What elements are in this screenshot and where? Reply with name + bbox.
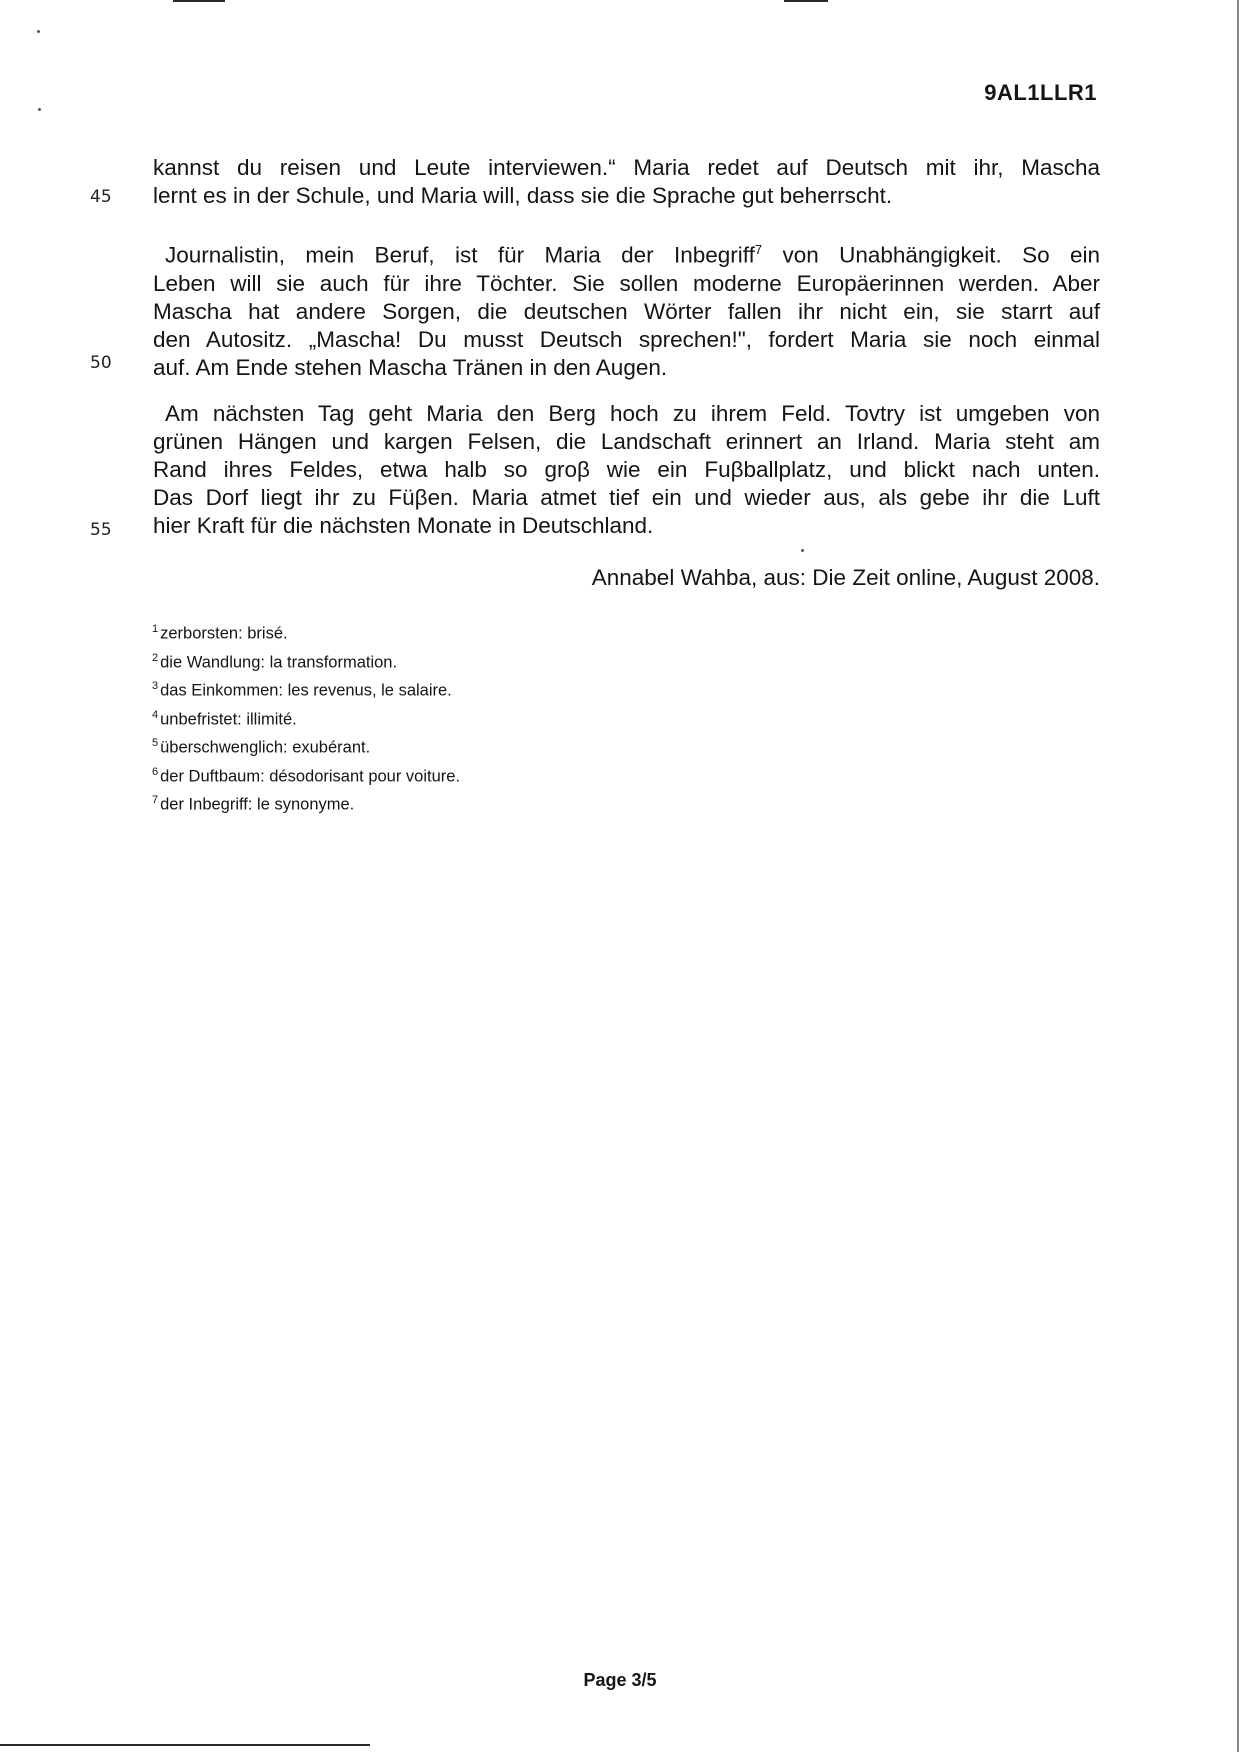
line-number-50: 50 xyxy=(90,353,112,373)
text-line: den Autositz. „Mascha! Du musst Deutsch sprechen!", fordert Maria sie noch einmal xyxy=(153,326,1100,352)
text-line: lernt es in der Schule, und Maria will, dass sie die Sprache gut beherrscht. xyxy=(153,183,893,208)
footnote-number: 4 xyxy=(152,708,159,721)
text-line: Am nächsten Tag geht Maria den Berg hoch zu ihrem Feld. Tovtry ist umgeben von xyxy=(165,401,1100,426)
footnote-text: überschwenglich: exubérant. xyxy=(160,738,371,757)
text-line: grünen Hängen und kargen Felsen, die Landschaft erinnert an Irland. Maria steht am xyxy=(153,429,1100,454)
footnote-text: der Inbegriff: le synonyme. xyxy=(160,795,355,814)
footnote-text: der Duftbaum: désodorisant pour voiture. xyxy=(160,767,461,785)
scan-dot xyxy=(38,108,41,111)
scan-dot xyxy=(37,30,40,33)
paragraph-1 xyxy=(153,154,1100,210)
footnote-item xyxy=(152,674,460,703)
footnote-text: die Wandlung: la transformation. xyxy=(160,653,398,671)
text-line xyxy=(153,236,1100,270)
footnote-item xyxy=(152,617,460,646)
text-line: auf. Am Ende stehen Mascha Tränen in den Augen. xyxy=(153,354,668,380)
text-fragment: Journalistin, mein Beruf, ist für Maria der Inbegriff xyxy=(165,242,755,268)
text-line: Das Dorf liegt ihr zu Füβen. Maria atmet tief ein und wieder aus, als gebe ihr die Luft xyxy=(153,485,1100,510)
footnote-text: das Einkommen: les revenus, le salaire. xyxy=(160,681,452,700)
footnote-item xyxy=(152,703,460,732)
footnote-item xyxy=(152,731,460,760)
footnote-number: 5 xyxy=(152,737,159,749)
footnote-item xyxy=(152,646,460,675)
footnote-item xyxy=(152,760,460,789)
text-line: Rand ihres Feldes, etwa halb so groβ wie ein Fuβballplatz, und blickt nach unten. xyxy=(153,457,1100,482)
footnote-text: unbefristet: illimité. xyxy=(160,710,297,728)
scan-edge-mark-top-left xyxy=(173,0,225,2)
paragraph-2 xyxy=(153,236,1100,382)
scan-edge-mark-right xyxy=(1237,0,1239,1752)
footnote-reference: 7 xyxy=(754,242,763,257)
source-citation: Annabel Wahba, aus: Die Zeit online, August 2008. xyxy=(591,565,1100,590)
line-number-45: 45 xyxy=(90,187,112,207)
line-number-55: 55 xyxy=(90,520,112,540)
footnote-text: zerborsten: brisé. xyxy=(160,624,288,643)
footnote-number: 7 xyxy=(152,794,159,806)
text-line: Mascha hat andere Sorgen, die deutschen Wörter fallen ihr nicht ein, sie starrt auf xyxy=(153,298,1100,324)
text-line: hier Kraft für die nächsten Monate in Deutschland. xyxy=(153,513,654,538)
footnote-item xyxy=(152,788,460,817)
footnote-number: 6 xyxy=(152,765,159,778)
footnote-number: 3 xyxy=(152,680,159,692)
text-line: kannst du reisen und Leute interviewen.“ Maria redet auf Deutsch mit ihr, Mascha xyxy=(153,155,1100,180)
scan-dot xyxy=(801,549,804,552)
text-line: Leben will sie auch für ihre Töchter. Sie sollen moderne Europäerinnen werden. Aber xyxy=(153,270,1100,296)
scan-edge-mark-bottom-left xyxy=(0,1744,370,1746)
footnotes-list xyxy=(152,617,460,817)
footnote-number: 1 xyxy=(152,623,159,635)
paragraph-3 xyxy=(153,400,1100,540)
document-code: 9AL1LLR1 xyxy=(984,80,1097,105)
page-number: Page 3/5 xyxy=(583,1670,657,1690)
text-fragment: von Unabhängigkeit. So ein xyxy=(762,242,1101,268)
footnote-number: 2 xyxy=(152,651,159,664)
scan-edge-mark-top-right xyxy=(784,0,828,2)
